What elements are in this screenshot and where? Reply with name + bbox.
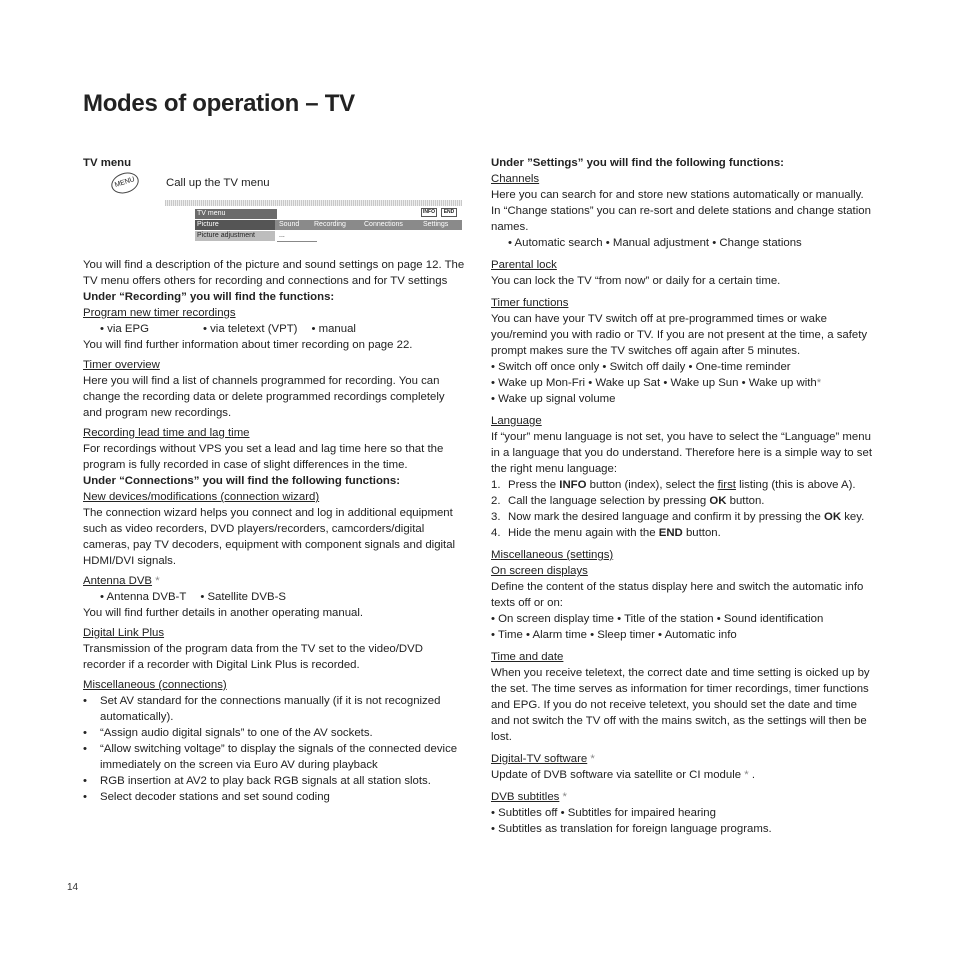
wizard-heading: New devices/modifications (connection wizard) (83, 491, 320, 503)
osd-spacer (83, 197, 466, 257)
misc-settings-heading: Miscellaneous (settings) (491, 549, 614, 561)
timer-options-2: • Wake up Mon-Fri • Wake up Sat • Wake up Sun • Wake up with (491, 377, 817, 389)
step-text: Call the language selection by pressing (508, 495, 710, 507)
asterisk: * (744, 769, 749, 781)
subtitles-options-2: • Subtitles as translation for foreign language programs. (491, 823, 772, 835)
dlp-heading: Digital Link Plus (83, 627, 165, 639)
timer-overview-text: Here you will find a list of channels programmed for recording. You can change the recording data or delete programmed recordings completely and program new recordings. (83, 375, 445, 419)
menu-button-icon: MENU (109, 169, 142, 197)
program-option-manual: • manual (311, 323, 356, 335)
language-text: If “your” menu language is not set, you have to select the “Language” menu in a language that you do understand. Therefore here is a simple way to set the right menu language: (491, 431, 872, 475)
language-step-3 (508, 509, 874, 525)
menu-call-row (83, 175, 466, 197)
end-key: END (658, 527, 683, 539)
page-title: Modes of operation – TV (83, 90, 355, 117)
connections-heading: Under “Connections” you will find the following functions: (83, 475, 401, 487)
list-item: • Select decoder stations and set sound coding (100, 789, 466, 805)
program-options (83, 321, 466, 337)
timer-options-2-row (491, 375, 874, 391)
program-option-epg: • via EPG (100, 323, 149, 335)
step-text: Press the (508, 479, 560, 491)
channels-text: Here you can search for and store new stations automatically or manually. In “Change stations” you can re-sort and delete stations and change station names. (491, 189, 871, 233)
list-item: • “Allow switching voltage” to display the signals of the connected device immediately on the screen via Euro AV during playback (100, 741, 466, 773)
time-date-heading: Time and date (491, 651, 564, 663)
page-number: 14 (67, 882, 79, 893)
osd-tab-picture-selected: Picture (195, 220, 275, 230)
parental-text: You can lock the TV “from now” or daily for a certain time. (491, 275, 781, 287)
antenna-heading: Antenna DVB (83, 575, 153, 587)
dtv-text-row (491, 767, 874, 783)
list-item: • RGB insertion at AV2 to play back RGB signals at all station slots. (100, 773, 466, 789)
ok-key: OK (823, 511, 842, 523)
program-option-vpt: • via teletext (VPT) (202, 323, 298, 335)
parental-heading: Parental lock (491, 259, 557, 271)
language-steps (491, 477, 874, 541)
asterisk: * (590, 753, 595, 765)
antenna-option-dvbt: • Antenna DVB-T (100, 591, 187, 603)
osd-tab-sound: Sound (279, 221, 300, 228)
timer-functions-heading: Timer functions (491, 297, 569, 309)
lead-lag-heading: Recording lead time and lag time (83, 427, 250, 439)
dtv-text: Update of DVB software via satellite or CI module (491, 769, 742, 781)
asterisk: * (155, 575, 160, 587)
osd-end-button: END (441, 208, 457, 217)
language-step-4 (508, 525, 874, 541)
osd-displays-heading: On screen displays (491, 565, 588, 577)
dtv-heading-row (491, 751, 874, 767)
left-column (83, 155, 466, 805)
menu-caption: Call up the TV menu (166, 177, 270, 189)
language-step-2 (508, 493, 874, 509)
timer-options-3: • Wake up signal volume (491, 393, 616, 405)
misc-connections-heading: Miscellaneous (connections) (83, 679, 227, 691)
timer-options-1: • Switch off once only • Switch off daily • One-time reminder (491, 361, 791, 373)
recording-heading: Under “Recording” you will find the functions: (83, 291, 335, 303)
program-timer-link: Program new timer recordings (83, 307, 236, 319)
step-text: Hide the menu again with the (508, 527, 659, 539)
dlp-text: Transmission of the program data from the TV set to the video/DVD recorder if a recorder with Digital Link Plus is recorded. (83, 643, 423, 671)
osd-tab-connections: Connections (364, 221, 403, 228)
step-text: button (index), select the (586, 479, 718, 491)
step-text: button. (682, 527, 721, 539)
osd-options-1: • On screen display time • Title of the station • Sound identification (491, 613, 824, 625)
osd-tab-settings: Settings (423, 221, 449, 228)
step-text: listing (this is above A). (735, 479, 856, 491)
osd-tab-recording: Recording (314, 221, 346, 228)
channels-options: • Automatic search • Manual adjustment • Change stations (508, 237, 802, 249)
list-item: • “Assign audio digital signals” to one of the AV sockets. (100, 725, 466, 741)
antenna-option-dvbs: • Satellite DVB-S (200, 591, 286, 603)
antenna-heading-row (83, 573, 466, 589)
misc-connections-list (83, 693, 466, 805)
settings-heading: Under ”Settings” you will find the following functions: (491, 157, 784, 169)
osd-options-2: • Time • Alarm time • Sleep timer • Automatic info (491, 629, 737, 641)
dtv-software-heading: Digital-TV software (491, 753, 588, 765)
ok-key: OK (709, 495, 727, 507)
osd-info-button: INFO (421, 208, 437, 217)
osd-dots: ... (279, 232, 285, 239)
subtitles-options-1: • Subtitles off • Subtitles for impaired hearing (491, 807, 716, 819)
step-text: Now mark the desired language and confirm it by pressing the (508, 511, 824, 523)
channels-heading: Channels (491, 173, 540, 185)
step-text: button. (726, 495, 765, 507)
osd-picture-adjustment: Picture adjustment (195, 231, 275, 241)
osd-displays-text: Define the content of the status display here and switch the automatic info texts off or on: (491, 581, 864, 609)
language-step-1 (508, 477, 874, 493)
dvb-subtitles-heading: DVB subtitles (491, 791, 560, 803)
right-column (491, 155, 874, 837)
asterisk: * (562, 791, 567, 803)
step-text: key. (841, 511, 865, 523)
asterisk: * (816, 377, 822, 389)
timer-overview-heading: Timer overview (83, 359, 160, 371)
language-heading: Language (491, 415, 542, 427)
antenna-options (83, 589, 466, 605)
timer-functions-text: You can have your TV switch off at pre-programmed times or wake you/remind you with radio or TV. If you are not present at the time, a safety prompt makes sure the TV switches off again after 5 minutes. (491, 313, 868, 357)
osd-title: TV menu (195, 209, 277, 219)
program-note: You will find further information about timer recording on page 22. (83, 339, 413, 351)
antenna-note: You will find further details in another operating manual. (83, 607, 364, 619)
info-key: INFO (559, 479, 587, 491)
tv-menu-heading: TV menu (83, 157, 132, 169)
dvb-subtitles-heading-row (491, 789, 874, 805)
lead-lag-text: For recordings without VPS you set a lead and lag time here so that the program is fully recorded in case of slight differences in the time. (83, 443, 444, 471)
dtv-text-end: . (748, 769, 756, 781)
intro-text: You will find a description of the picture and sound settings on page 12. The TV menu offers others for recording and connections and for TV settings (83, 259, 465, 287)
wizard-text: The connection wizard helps you connect and log in additional equipment such as video recorders, DVD players/recorders, camcorders/digital cameras, pay TV decoders, equipment with component signals and digital HDMI/DVI signals. (83, 507, 456, 567)
list-item: • Set AV standard for the connections manually (if it is not recognized automatically). (100, 693, 466, 725)
step-text-first: first (717, 479, 736, 491)
time-date-text: When you receive teletext, the correct date and time setting is oicked up by the set. The time serves as information for timer recordings, timer functions and EPG. If you do not receive teletext, you should set the date and time and not switch the TV off with the mains switch, as the settings will then be lost. (491, 667, 870, 743)
